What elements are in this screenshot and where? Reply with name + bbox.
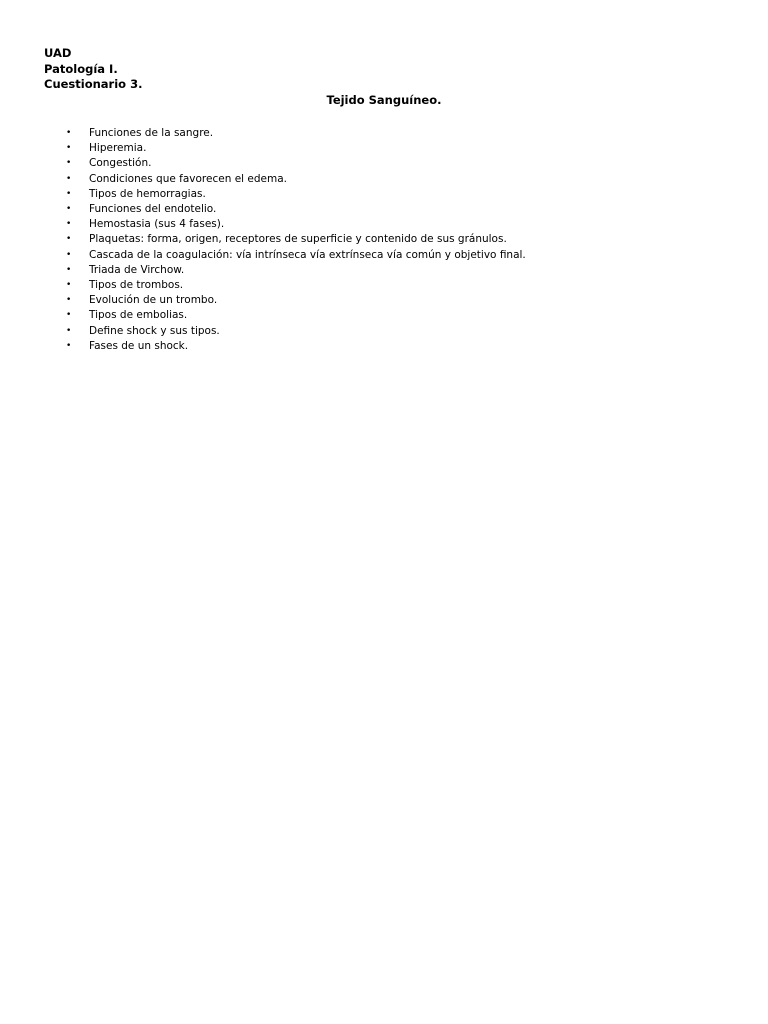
list-item-text: Cascada de la coagulación: vía intrínseca vía extrínseca vía común y objetivo final. [89,248,526,261]
bullet-icon: • [66,310,72,321]
institution-name: UAD [44,46,72,60]
list-item-text: Congestión. [89,157,152,170]
document-title: Tejido Sanguíneo. [326,93,442,107]
list-item-text: Funciones del endotelio. [89,203,217,216]
bullet-icon: • [66,128,72,138]
bullet-icon: • [66,234,72,245]
list-item [62,202,526,217]
list-item-text: Condiciones que favorecen el edema. [89,172,287,185]
bullet-icon: • [66,325,72,336]
list-item [62,217,526,232]
list-item-text: Hiperemia. [89,142,147,155]
list-item-text: Evolución de un trombo. [89,294,218,307]
list-item-text: Fases de un shock. [89,339,189,352]
list-item [62,126,526,141]
bullet-icon: • [66,295,72,306]
list-item-text: Plaquetas: forma, origen, receptores de superficie y contenido de sus gránulos. [89,233,507,246]
list-item-text: Tipos de embolias. [89,309,188,322]
bullet-icon: • [66,249,72,260]
topic-list [62,126,526,354]
list-item [62,263,526,278]
course-name: Patología I. [44,61,118,76]
list-item [62,278,526,293]
bullet-icon: • [66,158,72,169]
list-item-text: Tipos de hemorragias. [89,187,206,200]
list-item-text: Define shock y sus tipos. [89,324,220,337]
document-header [44,46,142,93]
bullet-icon: • [66,173,72,184]
bullet-icon: • [66,188,72,199]
list-item [62,172,526,187]
bullet-icon: • [66,280,72,291]
list-item-text: Hemostasia (sus 4 fases). [89,218,225,231]
list-item [62,308,526,323]
list-item [62,141,526,156]
list-item [62,187,526,202]
list-item [62,339,526,354]
list-item [62,232,526,247]
list-item [62,156,526,171]
bullet-icon: • [66,340,72,351]
list-item-text: Tipos de trombos. [89,279,184,292]
bullet-icon: • [66,204,72,215]
quiz-label: Cuestionario 3. [44,77,143,91]
list-item-text: Triada de Virchow. [89,263,185,276]
bullet-icon: • [66,264,72,275]
bullet-icon: • [66,219,72,230]
list-item [62,324,526,339]
bullet-icon: • [66,143,72,154]
list-item [62,293,526,308]
list-item [62,248,526,263]
list-item-text: Funciones de la sangre. [89,127,214,139]
